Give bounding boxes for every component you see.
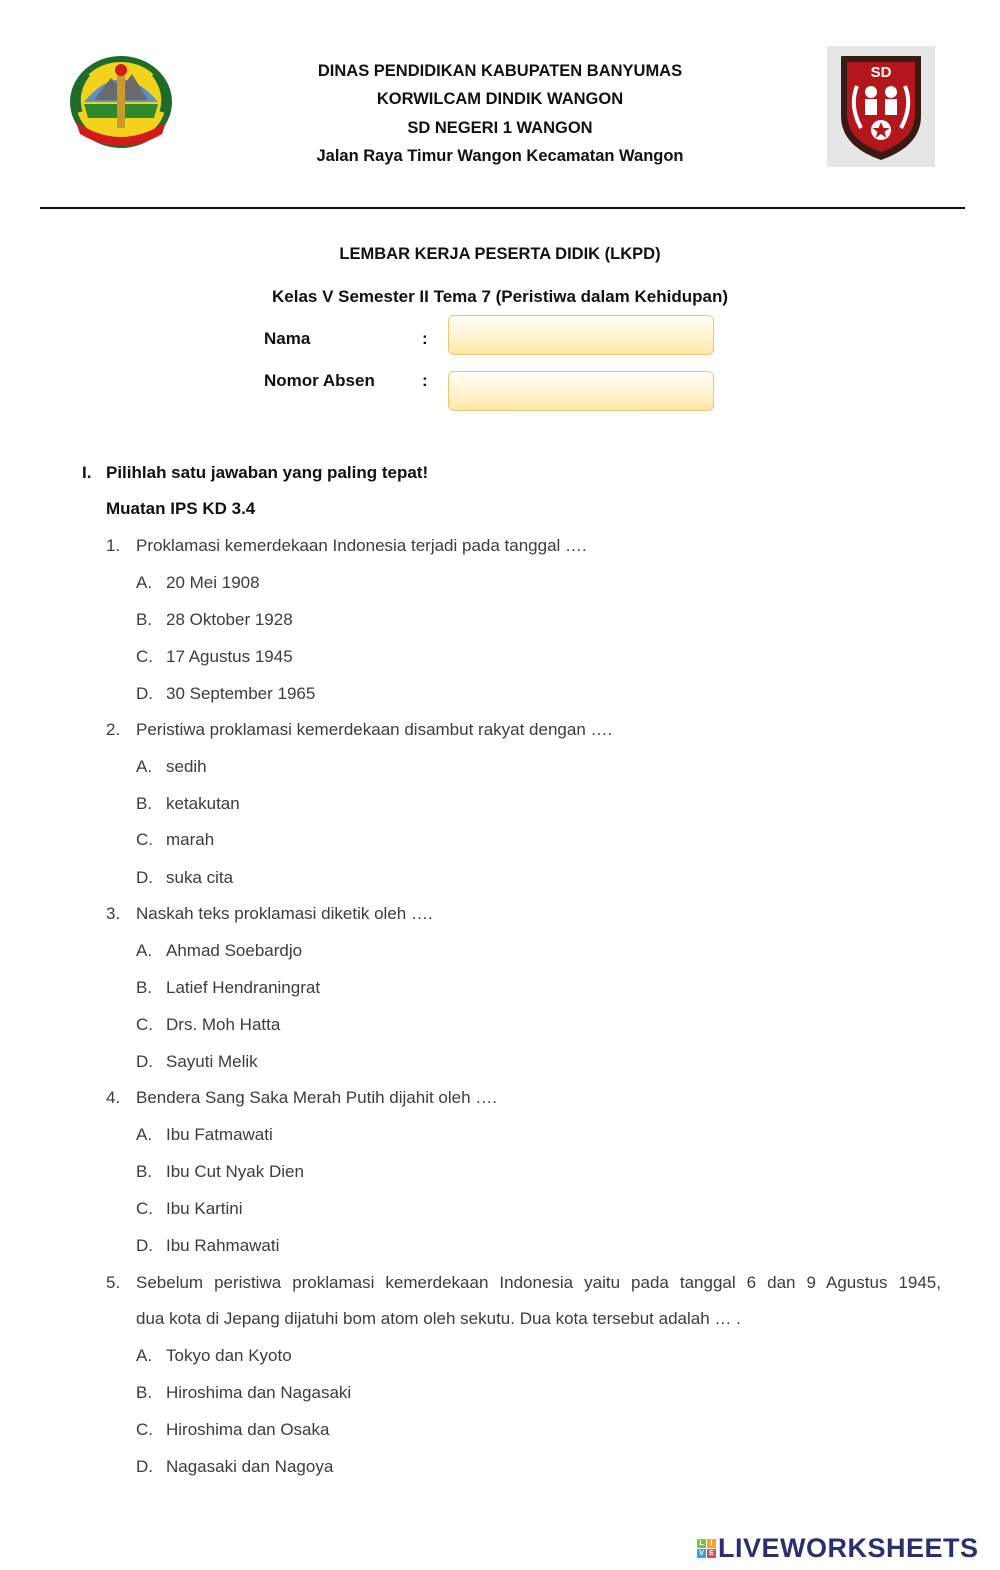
question-1-option-d[interactable] xyxy=(136,684,315,704)
option-letter: D. xyxy=(136,868,153,887)
question-5-option-c[interactable] xyxy=(136,1420,329,1440)
name-label: Nama xyxy=(264,329,311,348)
option-text: suka cita xyxy=(166,868,234,887)
question-3-number: 3. xyxy=(106,904,121,923)
liveworksheets-wordmark: LIVEWORKSHEETS xyxy=(718,1532,979,1563)
name-colon: : xyxy=(422,329,428,348)
question-2-option-d[interactable] xyxy=(136,868,233,888)
question-2-option-a[interactable] xyxy=(136,757,207,777)
header-agency: DINAS PENDIDIKAN KABUPATEN BANYUMAS xyxy=(317,62,683,80)
logo-grid-i: I xyxy=(707,1539,716,1548)
question-1-option-c[interactable] xyxy=(136,647,293,667)
question-3-option-d[interactable] xyxy=(136,1052,258,1072)
option-text: sedih xyxy=(166,757,207,776)
absent-number-input[interactable] xyxy=(448,371,714,411)
absent-number-colon: : xyxy=(422,371,428,390)
question-1-option-a[interactable] xyxy=(136,573,260,593)
option-letter: B. xyxy=(136,794,153,813)
sd-school-emblem-icon xyxy=(827,46,935,167)
option-letter: B. xyxy=(136,1383,153,1402)
logo-grid-l: L xyxy=(697,1539,706,1548)
option-text: Sayuti Melik xyxy=(166,1052,258,1071)
question-1-number: 1. xyxy=(106,536,121,555)
option-letter: B. xyxy=(136,610,153,629)
logo-grid-v: V xyxy=(697,1549,706,1558)
question-1-text: Proklamasi kemerdekaan Indonesia terjadi pada tanggal …. xyxy=(136,536,587,555)
option-text: 20 Mei 1908 xyxy=(166,573,260,592)
option-text: Hiroshima dan Nagasaki xyxy=(166,1383,352,1402)
option-text: Drs. Moh Hatta xyxy=(166,1015,281,1034)
question-5-text-line-1: Sebelum peristiwa proklamasi kemerdekaan Indonesia yaitu pada tanggal 6 dan 9 Agustus 1945, xyxy=(136,1273,941,1292)
option-letter: D. xyxy=(136,1236,153,1255)
worksheet-subtitle: Kelas V Semester II Tema 7 (Peristiwa dalam Kehidupan) xyxy=(271,287,729,306)
question-4-text: Bendera Sang Saka Merah Putih dijahit oleh …. xyxy=(136,1088,498,1107)
option-letter: D. xyxy=(136,1457,153,1476)
option-letter: C. xyxy=(136,1015,153,1034)
liveworksheets-logo-icon xyxy=(697,1539,716,1558)
option-letter: A. xyxy=(136,941,153,960)
option-text: Tokyo dan Kyoto xyxy=(166,1346,292,1365)
option-letter: C. xyxy=(136,647,153,666)
section-instruction: Pilihlah satu jawaban yang paling tepat! xyxy=(106,463,429,482)
option-letter: B. xyxy=(136,1162,153,1181)
option-text: Latief Hendraningrat xyxy=(166,978,321,997)
logo-grid-e: E xyxy=(707,1549,716,1558)
question-5-option-d[interactable] xyxy=(136,1457,333,1477)
question-4-number: 4. xyxy=(106,1088,121,1107)
option-letter: C. xyxy=(136,1420,153,1439)
option-letter: D. xyxy=(136,684,153,703)
question-4-option-c[interactable] xyxy=(136,1199,243,1219)
question-2-option-b[interactable] xyxy=(136,794,240,814)
option-text: 30 September 1965 xyxy=(166,684,316,703)
option-letter: C. xyxy=(136,830,153,849)
header-address: Jalan Raya Timur Wangon Kecamatan Wangon xyxy=(316,147,684,165)
question-4-option-b[interactable] xyxy=(136,1162,304,1182)
question-2-option-c[interactable] xyxy=(136,830,214,850)
question-2-number: 2. xyxy=(106,720,121,739)
option-letter: D. xyxy=(136,1052,153,1071)
option-text: Ibu Cut Nyak Dien xyxy=(166,1162,304,1181)
option-letter: C. xyxy=(136,1199,153,1218)
option-letter: A. xyxy=(136,757,153,776)
option-text: Hiroshima dan Osaka xyxy=(166,1420,330,1439)
question-5-number: 5. xyxy=(106,1273,121,1292)
question-5-option-a[interactable] xyxy=(136,1346,292,1366)
worksheet-title: LEMBAR KERJA PESERTA DIDIK (LKPD) xyxy=(339,245,661,263)
question-5-text-line-2: dua kota di Jepang dijatuhi bom atom oleh sekutu. Dua kota tersebut adalah … . xyxy=(136,1309,741,1328)
option-letter: B. xyxy=(136,978,153,997)
option-letter: A. xyxy=(136,1125,153,1144)
question-4-option-a[interactable] xyxy=(136,1125,273,1145)
absent-number-label: Nomor Absen xyxy=(264,371,375,390)
option-text: Ibu Rahmawati xyxy=(166,1236,280,1255)
option-text: Ibu Kartini xyxy=(166,1199,243,1218)
option-text: Ibu Fatmawati xyxy=(166,1125,273,1144)
section-number: I. xyxy=(82,463,92,482)
question-3-text: Naskah teks proklamasi diketik oleh …. xyxy=(136,904,433,923)
option-text: 28 Oktober 1928 xyxy=(166,610,293,629)
question-4-option-d[interactable] xyxy=(136,1236,279,1256)
option-text: ketakutan xyxy=(166,794,240,813)
option-letter: A. xyxy=(136,573,153,592)
section-subject: Muatan IPS KD 3.4 xyxy=(106,499,256,518)
header-office: KORWILCAM DINDIK WANGON xyxy=(376,90,624,108)
sd-emblem-label: SD xyxy=(870,64,892,81)
question-3-option-a[interactable] xyxy=(136,941,302,961)
question-3-option-c[interactable] xyxy=(136,1015,280,1035)
name-input[interactable] xyxy=(448,315,714,355)
option-text: 17 Agustus 1945 xyxy=(166,647,293,666)
question-5-option-b[interactable] xyxy=(136,1383,351,1403)
option-text: Nagasaki dan Nagoya xyxy=(166,1457,334,1476)
header-school: SD NEGERI 1 WANGON xyxy=(407,119,593,137)
question-2-text: Peristiwa proklamasi kemerdekaan disambut rakyat dengan …. xyxy=(136,720,613,739)
option-text: marah xyxy=(166,830,215,849)
question-1-option-b[interactable] xyxy=(136,610,293,630)
option-letter: A. xyxy=(136,1346,153,1365)
header-divider xyxy=(40,207,965,209)
liveworksheets-brand[interactable] xyxy=(697,1533,979,1563)
question-3-option-b[interactable] xyxy=(136,978,320,998)
option-text: Ahmad Soebardjo xyxy=(166,941,303,960)
